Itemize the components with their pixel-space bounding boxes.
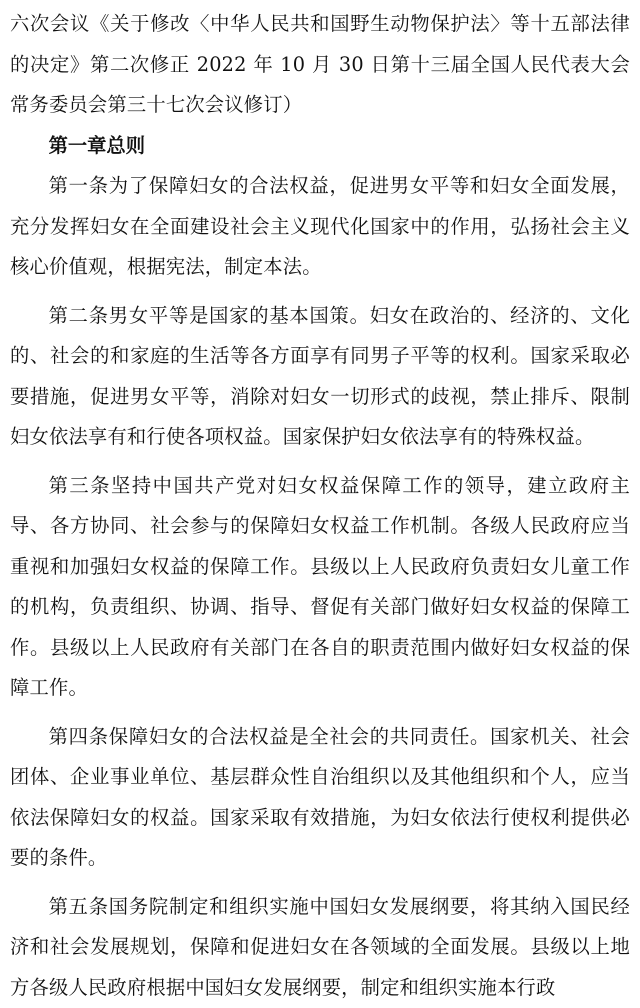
article-3: 第三条坚持中国共产党对妇女权益保障工作的领导，建立政府主导、各方协同、社会参与的保障妇女权益工作机制。各级人民政府应当重视和加强妇女权益的保障工作。县级以上人民政府负责妇女儿童工作的机构，负责组织、协调、指导、督促有关部门做好妇女权益的保障工作。县级以上人民政府有关部门在各自的职责范围内做好妇女权益的保障工作。 — [10, 473, 630, 699]
intro-paragraph: 六次会议《关于修改〈中华人民共和国野生动物保护法〉等十五部法律的决定》第二次修正 2022 年 10 月 30 日第十三届全国人民代表大会常务委员会第三十七次会议修订） — [10, 12, 630, 116]
article-1: 第一条为了保障妇女的合法权益，促进男女平等和妇女全面发展，充分发挥妇女在全面建设社会主义现代化国家中的作用，弘扬社会主义核心价值观，根据宪法，制定本法。 — [10, 174, 630, 278]
article-2: 第二条男女平等是国家的基本国策。妇女在政治的、经济的、文化的、社会的和家庭的生活等各方面享有同男子平等的权利。国家采取必要措施，促进男女平等，消除对妇女一切形式的歧视，禁止排斥、限制妇女依法享有和行使各项权益。国家保护妇女依法享有的特殊权益。 — [10, 303, 630, 448]
paragraph-gap — [10, 879, 630, 887]
paragraph-gap — [10, 709, 630, 717]
article-5: 第五条国务院制定和组织实施中国妇女发展纲要，将其纳入国民经济和社会发展规划，保障和促进妇女在各领域的全面发展。县级以上地方各级人民政府根据中国妇女发展纲要，制定和组织实施本行政 — [10, 894, 630, 999]
paragraph-gap — [10, 458, 630, 466]
paragraph-gap — [10, 288, 630, 296]
article-4: 第四条保障妇女的合法权益是全社会的共同责任。国家机关、社会团体、企业事业单位、基层群众性自治组织以及其他组织和个人，应当依法保障妇女的权益。国家采取有效措施，为妇女依法行使权利提供必要的条件。 — [10, 724, 630, 869]
chapter-heading: 第一章总则 — [48, 133, 145, 157]
